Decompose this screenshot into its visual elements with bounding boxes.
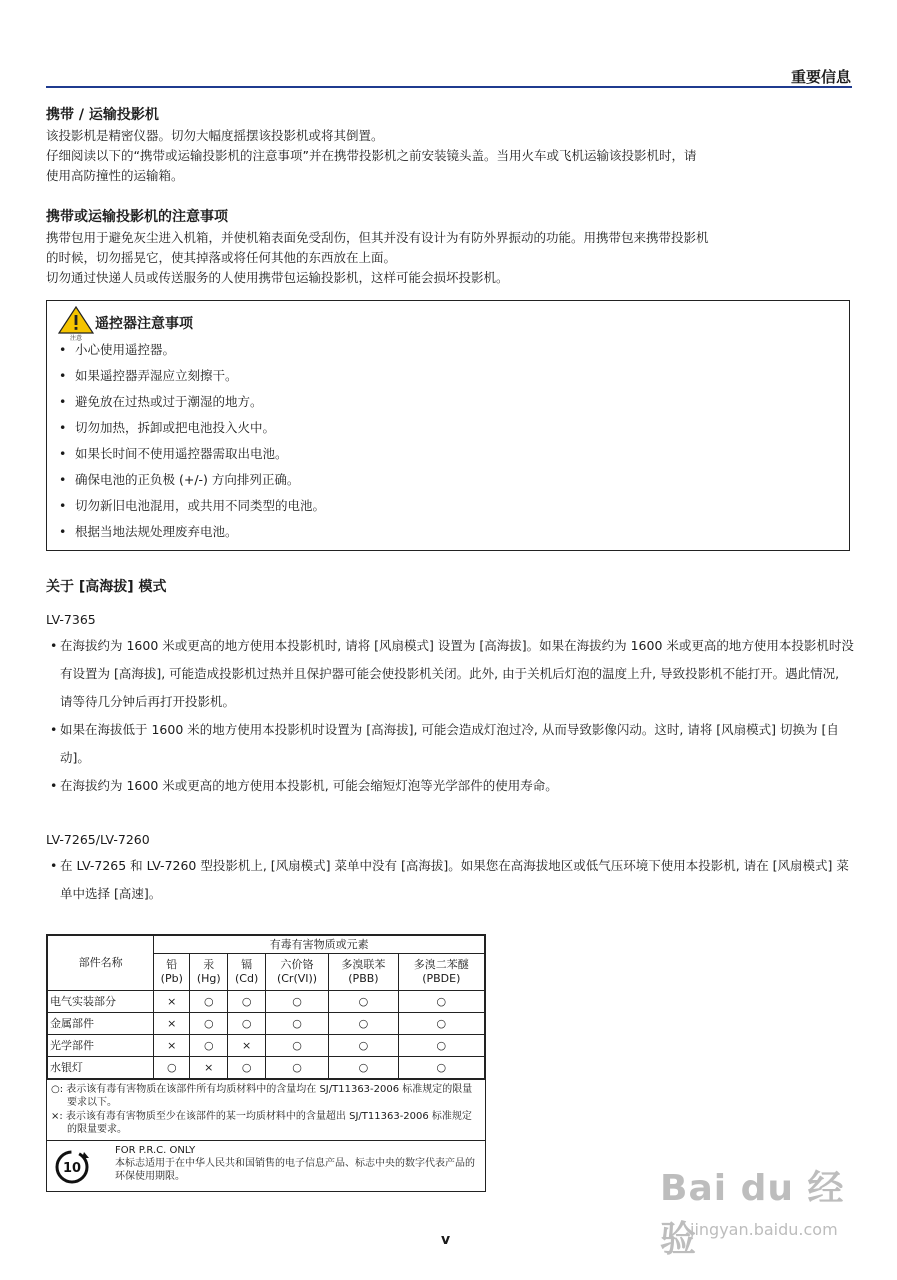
paragraph-line: 该投影机是精密仪器。切勿大幅度摇摆该投影机或将其倒置。	[46, 128, 384, 143]
eco-period-number: 10	[62, 1161, 82, 1176]
section-heading-carrying: 携带 / 运输投影机	[46, 107, 159, 123]
substance-header: 镉 (Cd)	[228, 954, 265, 991]
substance-header: 铅 (Pb)	[154, 954, 190, 991]
paragraph-line: 携带包用于避免灰尘进入机箱，并使机箱表面免受刮伤，但其并没有设计为有防外界振动的功能。用携带包来携带投影机	[46, 230, 709, 245]
note-cross: ×: 表示该有毒有害物质至少在该部件的某一均质材料中的含量超出 SJ/T11363-2006 标准规定的限量要求。	[51, 1111, 472, 1135]
table-cell: ×	[154, 1035, 190, 1057]
paragraph-line: 使用高防撞性的运输箱。	[46, 168, 184, 183]
table-cell: ○	[398, 1013, 484, 1035]
table-cell: ×	[190, 1057, 228, 1079]
list-item: • 在 LV-7265 和 LV-7260 型投影机上, [风扇模式] 菜单中没有 [高海拔]。如果您在高海拔地区或低气压环境下使用本投影机, 请在 [风扇模式] 菜单中选择 [高速]。	[46, 852, 854, 908]
table-cell: ○	[265, 1035, 328, 1057]
list-item: • 如果长时间不使用遥控器需取出电池。	[59, 443, 325, 469]
remote-caution-box	[46, 300, 850, 551]
table-cell: ○	[190, 1035, 228, 1057]
prc-description: 本标志适用于在中华人民共和国销售的电子信息产品、标志中央的数字代表产品的环保使用期限。	[115, 1158, 475, 1182]
table-cell: ○	[190, 1013, 228, 1035]
table-cell: ○	[265, 1057, 328, 1079]
note-circle: ○: 表示该有毒有害物质在该部件所有均质材料中的含量均在 SJ/T11363-2006 标准规定的限量要求以下。	[51, 1084, 473, 1108]
table-cell: 电气实装部分	[48, 991, 154, 1013]
table-cell: ○	[398, 1035, 484, 1057]
baidu-watermark	[640, 1150, 860, 1260]
prc-title: FOR P.R.C. ONLY	[115, 1145, 196, 1156]
substance-header: 多溴联苯 (PBB)	[329, 954, 398, 991]
paragraph-line: 仔细阅读以下的“携带或运输投影机的注意事项”并在携带投影机之前安装镜头盖。当用火车或飞机运输该投影机时，请	[46, 148, 697, 163]
section-heading-precautions: 携带或运输投影机的注意事项	[46, 209, 228, 225]
prc-notice	[47, 1140, 485, 1191]
warning-icon-label: 注意	[69, 335, 83, 341]
model-label: LV-7265/LV-7260	[46, 832, 150, 847]
table-cell: 光学部件	[48, 1035, 154, 1057]
remote-caution-title: 遥控器注意事项	[95, 316, 193, 332]
list-item: • 小心使用遥控器。	[59, 339, 325, 365]
table-cell: 水银灯	[48, 1057, 154, 1079]
table-cell: ○	[228, 991, 265, 1013]
remote-caution-list	[59, 339, 325, 547]
group-header: 有毒有害物质或元素	[154, 936, 485, 954]
list-item: • 切勿加热，拆卸或把电池投入火中。	[59, 417, 325, 443]
table-cell: ○	[265, 991, 328, 1013]
table-cell: ○	[329, 1057, 398, 1079]
substance-header: 六价铬 (Cr(VI))	[265, 954, 328, 991]
model-label: LV-7365	[46, 612, 96, 627]
list-item: • 切勿新旧电池混用，或共用不同类型的电池。	[59, 495, 325, 521]
table-cell: ○	[228, 1013, 265, 1035]
watermark-url: jingyan.baidu.com	[690, 1220, 838, 1239]
section-heading-altitude: 关于 [高海拔] 模式	[46, 579, 167, 595]
list-item: • 在海拔约为 1600 米或更高的地方使用本投影机, 可能会缩短灯泡等光学部件的使用寿命。	[46, 772, 854, 800]
table-cell: ×	[154, 991, 190, 1013]
eco-period-icon	[53, 1148, 91, 1186]
table-row	[48, 1035, 485, 1057]
table-cell: ×	[154, 1013, 190, 1035]
table-cell: ○	[265, 1013, 328, 1035]
table-row	[48, 1013, 485, 1035]
table-cell: ○	[329, 991, 398, 1013]
table-cell: 金属部件	[48, 1013, 154, 1035]
table-cell: ○	[228, 1057, 265, 1079]
table-row	[48, 991, 485, 1013]
list-item: • 如果遥控器弄湿应立刻擦干。	[59, 365, 325, 391]
list-item: • 避免放在过热或过于潮湿的地方。	[59, 391, 325, 417]
hazardous-substance-table	[46, 934, 486, 1192]
table-notes	[47, 1079, 485, 1140]
list-item: • 如果在海拔低于 1600 米的地方使用本投影机时设置为 [高海拔], 可能会造成灯泡过冷, 从而导致影像闪动。这时, 请将 [风扇模式] 切换为 [自动]。	[46, 716, 854, 772]
col-header-part-name: 部件名称	[48, 936, 154, 991]
page-number: v	[441, 1232, 451, 1248]
table-cell: ○	[398, 991, 484, 1013]
table-row	[48, 1057, 485, 1079]
prc-text-block	[115, 1144, 475, 1183]
table-cell: ×	[228, 1035, 265, 1057]
table-cell: ○	[154, 1057, 190, 1079]
substance-header: 多溴二苯醚 (PBDE)	[398, 954, 484, 991]
model1-bullet-list	[46, 632, 854, 800]
table-cell: ○	[329, 1013, 398, 1035]
watermark-brand: Bai du 经验	[660, 1168, 845, 1260]
paragraph-line: 的时候，切勿摇晃它，使其掉落或将任何其他的东西放在上面。	[46, 250, 397, 265]
page-header-title: 重要信息	[790, 68, 851, 86]
list-item: • 确保电池的正负极 (+/-) 方向排列正确。	[59, 469, 325, 495]
paragraph-line: 切勿通过快递人员或传送服务的人使用携带包运输投影机，这样可能会损坏投影机。	[46, 270, 509, 285]
list-item: • 在海拔约为 1600 米或更高的地方使用本投影机时, 请将 [风扇模式] 设置为 [高海拔]。如果在海拔约为 1600 米或更高的地方使用本投影机时没有设置为 [高海拔], 可能造成投影机过热并且保护器可能会使投影机关闭。此外, 由于关机后灯泡的温度上升, 导致投影机不能打开。遇此情况, 请等待几分钟后再打开投影机。	[46, 632, 854, 716]
table-cell: ○	[190, 991, 228, 1013]
header-rule	[46, 86, 852, 88]
table-cell: ○	[329, 1035, 398, 1057]
table-cell: ○	[398, 1057, 484, 1079]
model2-bullet-list	[46, 852, 854, 908]
substance-header: 汞 (Hg)	[190, 954, 228, 991]
list-item: • 根据当地法规处理废弃电池。	[59, 521, 325, 547]
warning-icon	[57, 305, 95, 341]
